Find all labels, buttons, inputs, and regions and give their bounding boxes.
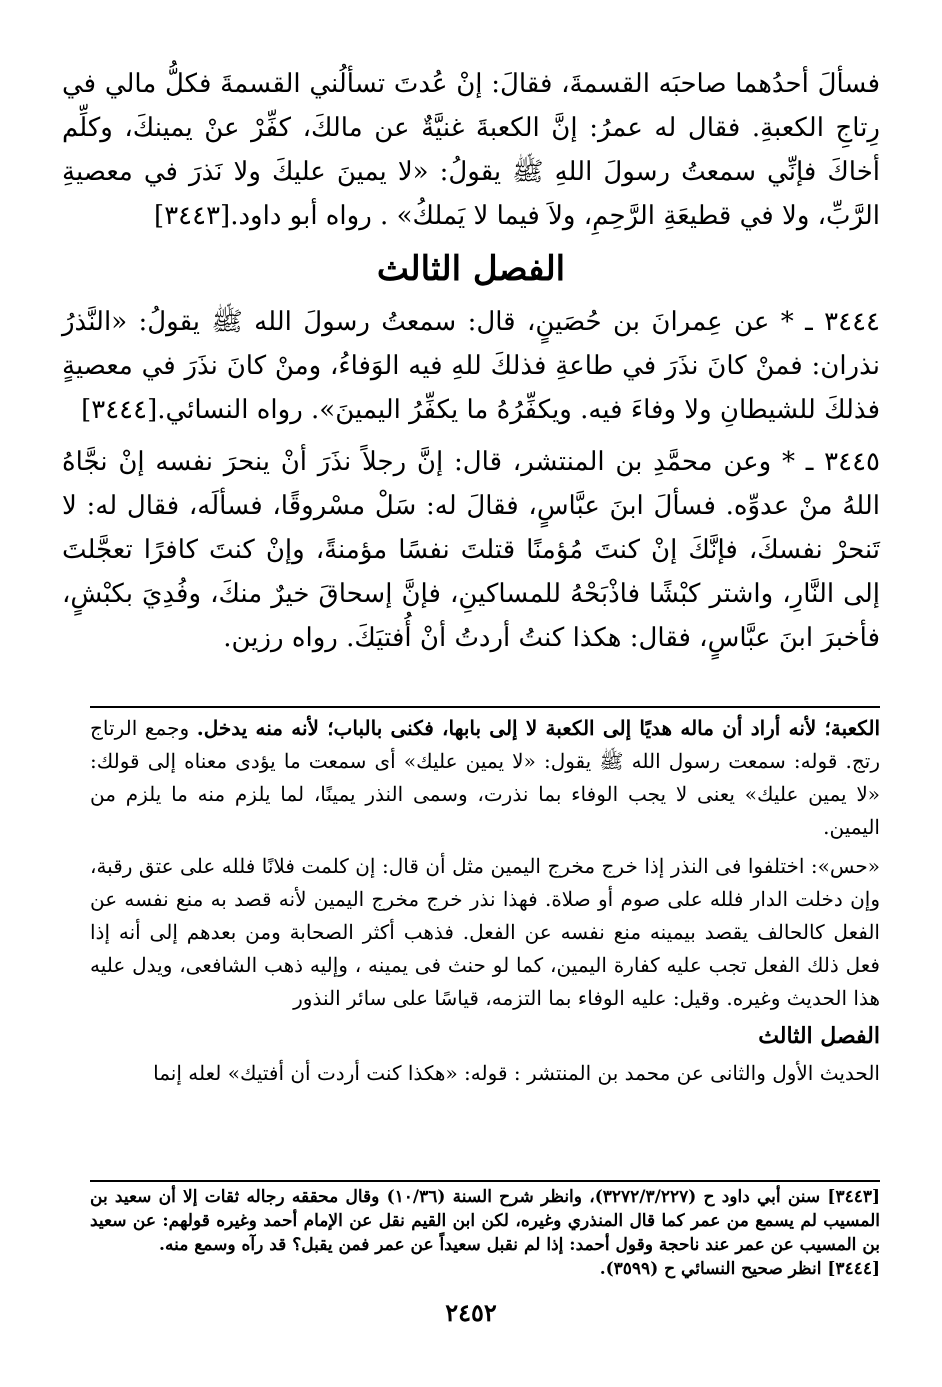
main-text [62,62,880,660]
commentary [90,712,880,1090]
commentary-heading: الفصل الثالث [758,1023,880,1049]
hadith-paragraph: ٣٤٤٤ ـ * عن عِمرانَ بن حُصَينٍ، قال: سمعتُ رسولَ الله ﷺ يقولُ: «النَّذرُ نذران: فمنْ كانَ نذَرَ في طاعةِ فذلكَ للهِ فيه الوَفاءُ، ومنْ كانَ نذَرَ في معصيةٍ فذلكَ للشيطانِ ولا وفاءَ فيه. ويكفِّرُهُ ما يكفِّرُ اليمينَ». رواه النسائي.[٣٤٤٤] [62,307,880,425]
hadith-paragraph: ٣٤٤٥ ـ * وعن محمَّدِ بن المنتشر، قال: إنَّ رجلاً نذَرَ أنْ ينحرَ نفسه إنْ نجَّاهُ اللهُ منْ عدوِّه. فسألَ ابنَ عبَّاسٍ، فقالَ له: سَلْ مسْروقًا، فسألَه، فقال له: لا تَنحرْ نفسكَ، فإنَّكَ إنْ كنتَ مُؤمنًا قتلتَ نفسًا مؤمنةً، وإنْ كنتَ كافرًا تعجَّلتَ إلى النَّارِ، واشتر كبْشًا فاذْبَحْهُ للمساكينِ، فإنَّ إسحاقَ خيرٌ منكَ، وفُدِيَ بكبْشٍ، فأخبرَ ابنَ عبَّاسٍ، فقال: هكذا كنتُ أردتُ أنْ أُفتيَكَ. رواه رزين. [62,447,880,653]
section-heading: الفصل الثالث [376,249,566,289]
hadith-paragraph: فسألَ أحدُهما صاحبَه القسمةَ، فقالَ: إنْ عُدتَ تسألُني القسمةَ فكلُّ مالي في رِتاجِ الكعبةِ. فقال له عمرُ: إنَّ الكعبةَ غنيَّةٌ عن مالكَ، كفِّرْ عنْ يمينكَ، وكلِّم أخاكَ فإنِّي سمعتُ رسولَ اللهِ ﷺ يقولُ: «لا يمينَ عليكَ ولا نَذرَ في معصيةِ الرَّبِّ، ولا في قطيعَةِ الرَّحِمِ، ولاَ فيما لا يَملكُ» . رواه أبو داود.[٣٤٤٣] [62,69,880,231]
commentary-paragraph [90,712,880,844]
footnote-separator [90,1180,880,1182]
commentary-paragraph: «حس»: اختلفوا فى النذر إذا خرج مخرج اليمين مثل أن قال: إن كلمت فلانًا فلله على عتق رقبة، وإن دخلت الدار فلله على صوم أو صلاة. فهذا نذر خرج مخرج اليمين لأنه قصد به منع نفسه عن الفعل كالحالف يقصد بيمينه منع نفسه عن الفعل. فذهب أكثر الصحابة ومن بعدهم إلى أنه إذا فعل ذلك الفعل تجب عليه كفارة اليمين، كما لو حنث فى يمينه ، وإليه ذهب الشافعى، ويدل عليه هذا الحديث وغيره. وقيل: عليه الوفاء بما التزمه، قياسًا على سائر النذور [90,854,880,1010]
footnotes [90,1185,880,1281]
commentary-text: وجمع الرتاج رتج. قوله: سمعت رسول الله ﷺ يقول: «لا يمين عليك» أى سمعت ما يؤدى معناه إلى قولك: «لا يمين عليك» يعنى لا يجب الوفاء بما نذرت، وسمى النذر يمينًا، لما يلزم منه ما يلزم من اليمين. [90,716,880,839]
commentary-separator [90,706,880,708]
page-number: ٢٤٥٢ [445,1298,497,1327]
commentary-bold-text: الكعبة؛ لأنه أراد أن ماله هديًا إلى الكعبة لا إلى بابها، فكنى بالباب؛ لأنه منه يدخل. [196,716,881,740]
commentary-paragraph: الحديث الأول والثانى عن محمد بن المنتشر : قوله: «هكذا كنت أردت أن أفتيك» لعله إنما [153,1061,880,1085]
footnote: [٣٤٤٤] انظر صحيح النسائي ح (٣٥٩٩). [599,1259,880,1279]
footnote: [٣٤٤٣] سنن أبي داود ح (٣٢٧٢/٣/٢٢٧)، وانظر شرح السنة (١٠/٣٦) وقال محققه رجاله ثقات إلا أن سعيد بن المسيب لم يسمع من عمر كما قال المنذري وغيره، لكن ابن القيم نقل عن الإمام أحمد وغيره قولهم: عن سعيد بن المسيب عن عمر عند ناحجة وقول أحمد: إذا لم نقبل سعيداً عن عمر فمن يقبل؟ قد رآه وسمع منه. [90,1187,881,1255]
